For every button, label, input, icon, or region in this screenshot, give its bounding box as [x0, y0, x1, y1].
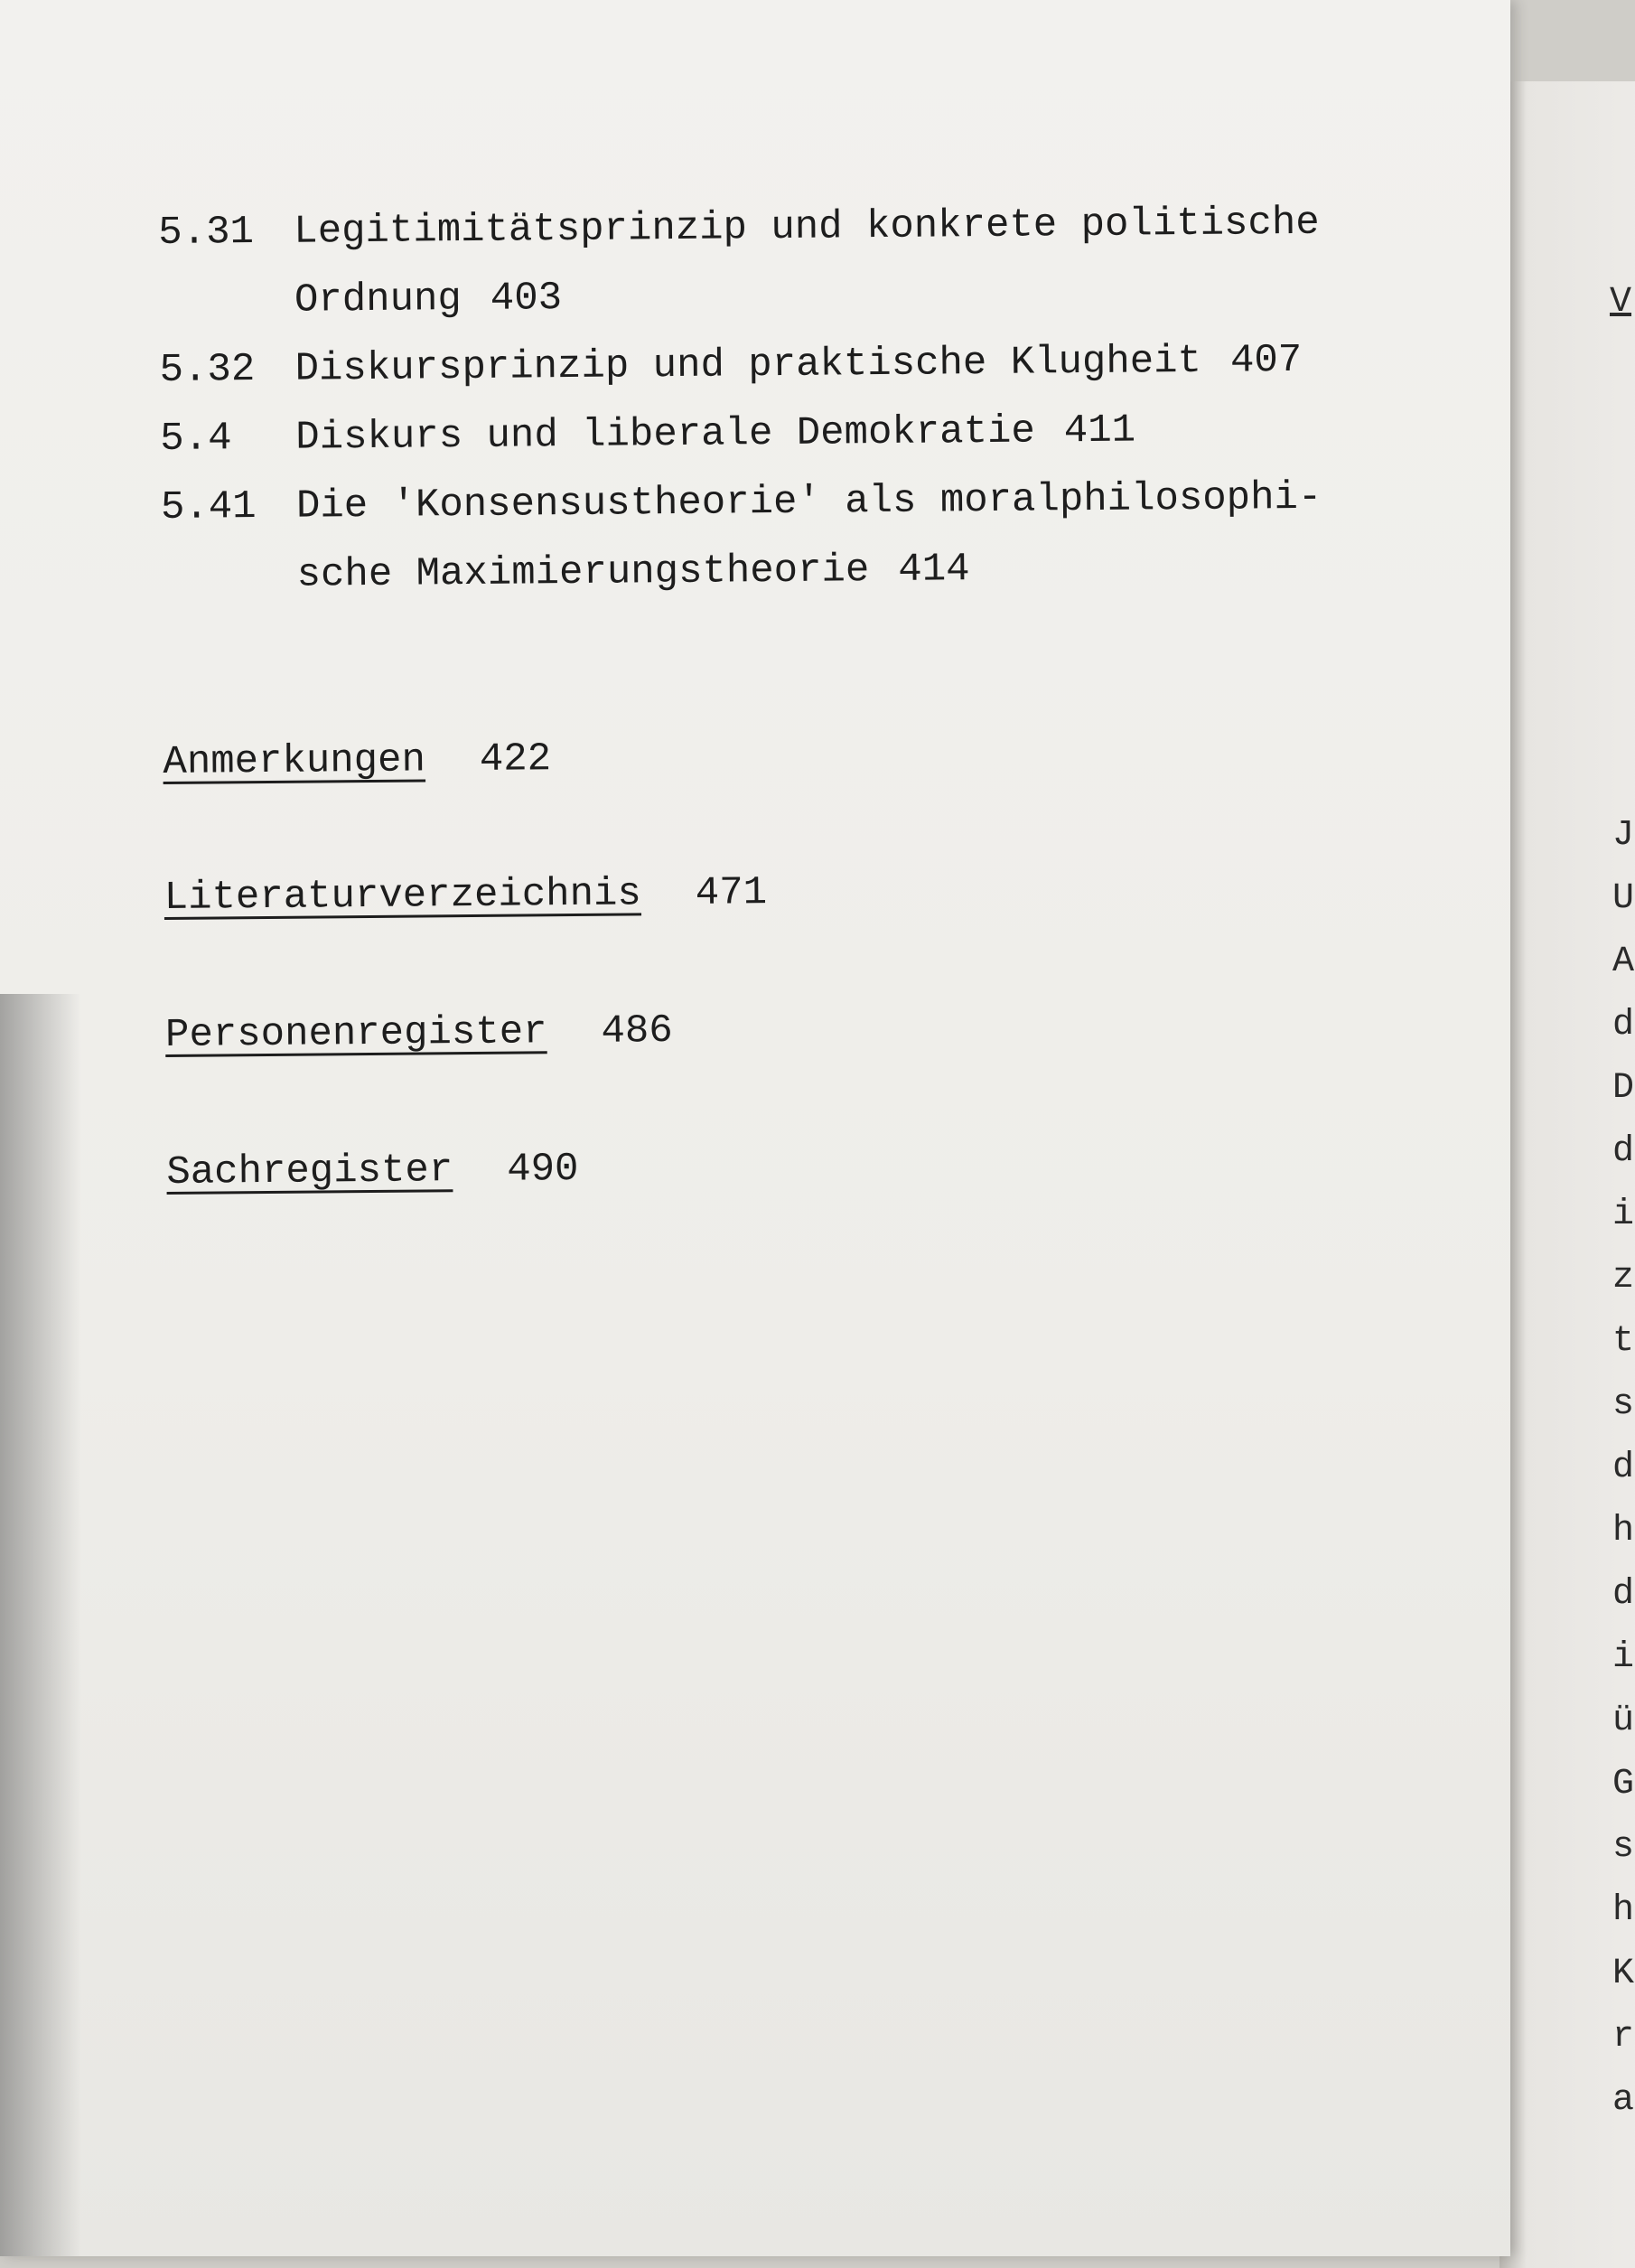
section-title: Literaturverzeichnis	[164, 871, 642, 921]
next-page-text	[1612, 804, 1635, 2132]
toc-number: 5.32	[159, 347, 256, 393]
next-page-heading: V	[1610, 282, 1632, 323]
next-page-letter: A	[1612, 942, 1635, 982]
section-title: Anmerkungen	[163, 737, 426, 785]
section-page-number: 490	[507, 1146, 579, 1193]
next-page-letter: ü	[1612, 1701, 1635, 1741]
next-page-letter: d	[1612, 1005, 1635, 1045]
next-page-letter: h	[1612, 1511, 1635, 1551]
next-page-letter: t	[1612, 1321, 1635, 1362]
toc-title: Diskursprinzip und praktische Klugheit	[294, 338, 1202, 392]
toc-entry	[161, 462, 1481, 611]
next-page-letter: J	[1612, 815, 1635, 856]
toc-title: Diskurs und liberale Demokratie	[295, 408, 1036, 461]
section-page-number: 486	[601, 1008, 673, 1054]
next-page-letter: d	[1612, 1448, 1635, 1488]
next-page-letter: D	[1612, 1068, 1635, 1109]
toc-page-number: 414	[898, 547, 970, 593]
toc-number: 5.4	[160, 416, 232, 462]
toc-page-number: 407	[1229, 337, 1303, 384]
toc-page-number: 403	[490, 276, 563, 322]
toc-number: 5.31	[158, 210, 255, 256]
toc-page-number: 411	[1063, 408, 1136, 455]
section-page-number: 471	[695, 870, 768, 916]
next-page-letter: G	[1612, 1764, 1635, 1804]
next-page-letter: U	[1612, 878, 1635, 919]
section-title: Sachregister	[166, 1148, 453, 1195]
toc-title-continuation: Ordnung	[294, 276, 462, 323]
next-page-letter: d	[1612, 1131, 1635, 1172]
toc-entry	[158, 187, 1478, 336]
next-page-letter: r	[1612, 2017, 1635, 2057]
table-of-contents	[158, 187, 1486, 1207]
toc-title: Legitimitätsprinzip und konkrete politische	[294, 200, 1320, 255]
next-page-letter: i	[1612, 1637, 1635, 1678]
section-personenregister	[165, 989, 1485, 1070]
toc-entry	[160, 393, 1480, 473]
section-literaturverzeichnis	[164, 852, 1483, 933]
next-page-letter: s	[1612, 1827, 1635, 1868]
section-title: Personenregister	[164, 1009, 547, 1058]
toc-title: Die 'Konsensustheorie' als moralphilosophi-	[295, 474, 1322, 530]
next-page-letter: a	[1612, 2080, 1635, 2121]
section-page-number: 422	[479, 736, 552, 783]
next-page-letter: z	[1612, 1258, 1635, 1298]
section-anmerkungen	[163, 717, 1482, 797]
section-sachregister	[166, 1127, 1486, 1207]
toc-entry	[159, 324, 1479, 405]
next-page-letter: h	[1612, 1890, 1635, 1931]
page-shadow	[0, 994, 81, 2256]
next-page-letter: i	[1612, 1195, 1635, 1235]
toc-number: 5.41	[160, 484, 257, 530]
next-page-letter: s	[1612, 1384, 1635, 1425]
toc-title-continuation: sche Maximierungstheorie	[296, 548, 870, 598]
next-page-letter: K	[1612, 1954, 1635, 1994]
next-page-letter: d	[1612, 1574, 1635, 1615]
